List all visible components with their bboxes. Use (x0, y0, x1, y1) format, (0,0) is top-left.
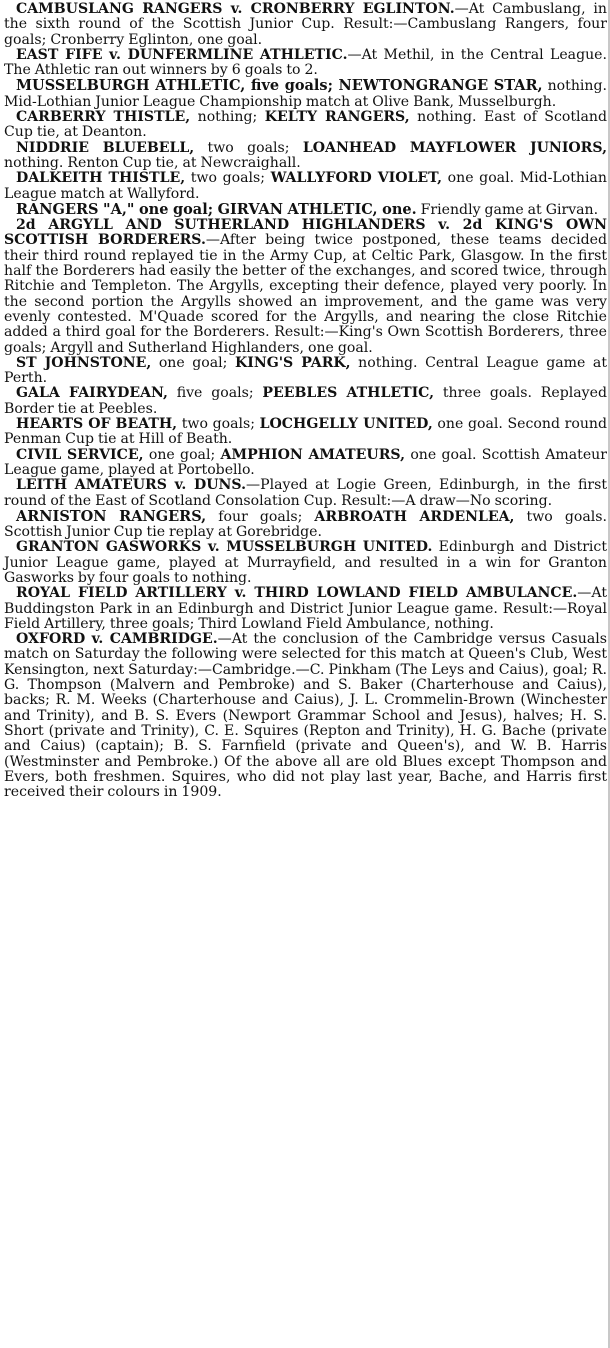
report-oxford-cambridge (4, 632, 607, 800)
report-arniston-arbroath (4, 509, 607, 541)
report-heading: HEARTS OF BEATH, (16, 416, 178, 433)
report-heading-second-team: AMPHION AMATEURS, (220, 446, 405, 463)
report-argyll-borderers (4, 218, 607, 356)
report-heading: ARNISTON RANGERS, (16, 507, 207, 525)
report-heading: NIDDRIE BLUEBELL, (16, 139, 195, 156)
report-text: one goal; (151, 354, 235, 371)
report-text-continued: three goals. Replayed Border tie at Peebles. (4, 385, 607, 417)
report-text-continued: nothing. Central League game at Perth. (4, 354, 607, 387)
report-stjohnstone-kingspark (4, 356, 607, 387)
report-heading: GRANTON GASWORKS v. MUSSELBURGH UNITED. (16, 539, 433, 556)
report-text: two goals; (194, 139, 303, 156)
report-heading: CIVIL SERVICE, (16, 446, 144, 463)
report-text: —At Methil, in the Central League. The Athletic ran out winners by 6 goals to 2. (4, 46, 608, 79)
report-heading: OXFORD v. CAMBRIDGE. (16, 631, 218, 648)
report-heading-second-team: WALLYFORD VIOLET, (270, 170, 443, 187)
report-text-continued: two goals. Scottish Junior Cup tie replay at Gorebridge. (4, 508, 607, 541)
report-text: five goals; (167, 385, 263, 402)
report-text: nothing; (190, 109, 265, 126)
report-leith-duns (4, 478, 607, 509)
report-heading: DALKEITH THISTLE, (16, 170, 186, 187)
report-heading: ROYAL FIELD ARTILLERY v. THIRD LOWLAND FIELD AMBULANCE. (16, 585, 578, 602)
report-text: Edinburgh and District Junior League game, played at Murrayfield, and resulted in a win for Granton Gasworks by four goals to nothing. (4, 539, 607, 586)
report-text: one goal; (143, 446, 221, 463)
report-heading: RANGERS "A," one goal; GIRVAN ATHLETIC, one. (16, 200, 417, 218)
report-text-continued: one goal. Second round Penman Cup tie at Hill of Beath. (4, 416, 608, 448)
report-heading-second-team: PEEBLES ATHLETIC, (262, 385, 435, 402)
report-heading: CAMBUSLANG RANGERS v. CRONBERRY EGLINTON. (16, 1, 455, 17)
report-civilservice-amphion (4, 448, 607, 479)
report-heading: ST JOHNSTONE, (16, 354, 152, 371)
report-heading: MUSSELBURGH ATHLETIC, five goals; NEWTONGRANGE STAR, (16, 77, 543, 95)
report-heading: GALA FAIRYDEAN, (16, 385, 168, 402)
report-text: two goals; (177, 416, 260, 433)
report-heading-second-team: LOCHGELLY UNITED, (259, 416, 433, 433)
report-text: four goals; (206, 508, 315, 525)
report-text-continued: nothing. East of Scotland Cup tie, at Deanton. (4, 109, 607, 141)
report-heading-second-team: ARBROATH ARDENLEA, (314, 508, 515, 525)
report-text: —After being twice postponed, these teams decided their third round replayed tie in the Army Cup, at Celtic Park, Glasgow. In the first half the Borderers had easily the better of the exchanges, and scored twice, through Ritchie and Templeton. The Argylls, excepting their defence, played very poorly. In the second portion the Argylls showed an improvement, and the game was very evenly contested. M'Quade scored for the Argylls, and nearing the close Ritchie added a third goal for the Borderers. Result:—King's Own Scottish Borderers, three goals; Argyll and Sutherland Highlanders, one goal. (4, 232, 607, 356)
report-text-continued: nothing. Renton Cup tie, at Newcraighall. (4, 154, 301, 171)
report-niddrie-loanhead (4, 141, 607, 172)
report-artillery-ambulance (4, 586, 607, 632)
report-hearts-lochgelly (4, 417, 607, 448)
report-rangers-a-girvan (4, 202, 607, 218)
report-heading: LEITH AMATEURS v. DUNS. (16, 477, 247, 494)
report-gala-peebles (4, 386, 607, 417)
report-heading: 2d ARGYLL AND SUTHERLAND HIGHLANDERS v. 2d KING'S OWN SCOTTISH BORDERERS. (4, 217, 607, 249)
report-text: —At Buddingston Park in an Edinburgh and District Junior League game. Result:—Royal Field Artillery, three goals; Third Lowland Field Ambulance, nothing. (4, 585, 607, 632)
report-granton-musselburgh (4, 540, 607, 586)
report-text-continued: one goal. Scottish Amateur League game, played at Portobello. (4, 446, 607, 478)
report-heading-second-team: LOANHEAD MAYFLOWER JUNIORS, (302, 139, 607, 156)
report-text: —At the conclusion of the Cambridge versus Casuals match on Saturday the following were selected for this match at Queen's Club, West Kensington, next Saturday:—Cambridge.—C. Pinkham (The Leys and Caius), goal; R. G. Thompson (Malvern and Pembroke) and S. Baker (Charterhouse and Caius), backs; R. M. Weeks (Charterhouse and Caius), J. L. Crommelin-Brown (Winchester and Trinity), and B. S. Evers (Newport Grammar School and Jesus), halves; H. S. Short (private and Trinity), C. E. Squires (Repton and Trinity), H. G. Bache (private and Caius) (captain); B. S. Farnfield (private and Queen's), and W. B. Harris (Westminster and Pembroke.) Of the above all are old Blues except Thompson and Evers, both freshmen. Squires, who did not play last year, Bache, and Harris first received their colours in 1909. (4, 631, 607, 801)
report-heading-second-team: KELTY RANGERS, (264, 109, 410, 126)
report-text: —Played at Logie Green, Edinburgh, in the first round of the East of Scotland Consolation Cup. Result:—A draw—No scoring. (4, 477, 607, 509)
report-heading-second-team: KING'S PARK, (234, 354, 351, 371)
report-carberry-kelty (4, 110, 607, 141)
report-cambuslang-cronberry (4, 2, 607, 48)
report-text: two goals; (185, 170, 271, 187)
report-dalkeith-wallyford (4, 171, 607, 202)
report-heading: EAST FIFE v. DUNFERMLINE ATHLETIC. (16, 46, 348, 63)
report-heading: CARBERRY THISTLE, (16, 109, 191, 126)
report-text: —At Cambuslang, in the sixth round of the Scottish Junior Cup. Result:—Cambuslang Rangers, four goals; Cronberry Eglinton, one goal. (4, 1, 608, 48)
report-text: Friendly game at Girvan. (416, 201, 599, 218)
report-musselburgh-newtongrange (4, 78, 607, 110)
report-text-continued: one goal. Mid-Lothian League match at Wallyford. (4, 170, 607, 202)
report-text: nothing. Mid-Lothian Junior League Championship match at Olive Bank, Musselburgh. (4, 78, 607, 110)
report-eastfife-dunfermline (4, 48, 607, 79)
